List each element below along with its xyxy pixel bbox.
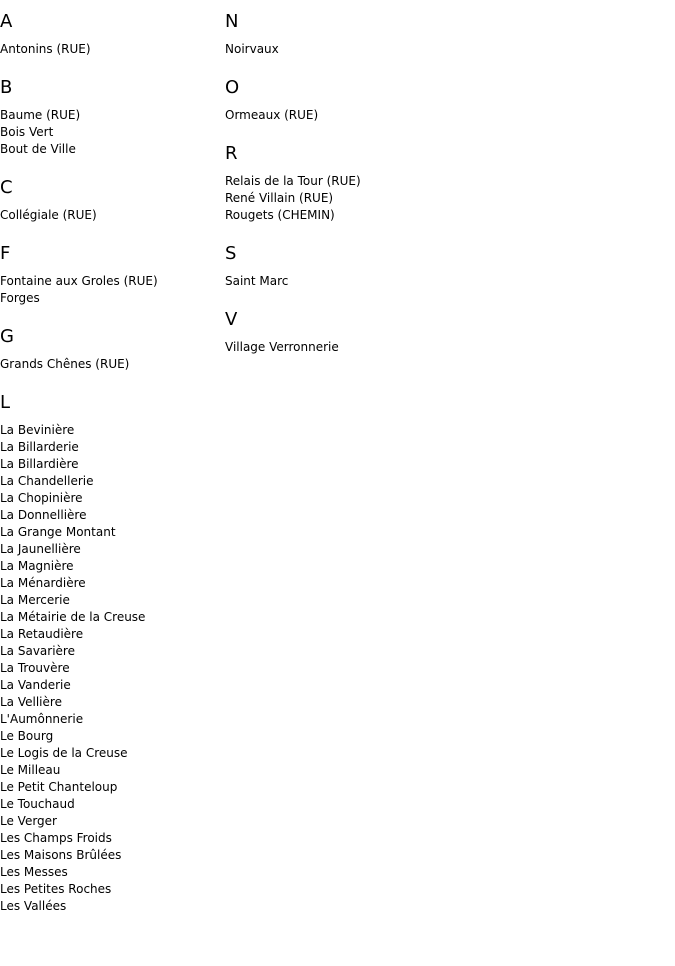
street-name: La Vanderie [0, 678, 71, 692]
street-name: Le Touchaud [0, 797, 75, 811]
letter-group [0, 380, 215, 915]
letter-heading: N [225, 11, 239, 32]
street-name: La Chandellerie [0, 474, 94, 488]
street-name: Le Verger [0, 814, 57, 828]
street-name: La Ménardière [0, 576, 86, 590]
street-name: La Trouvère [0, 661, 70, 675]
letter-heading: L [0, 392, 11, 413]
letter-group [225, 297, 440, 356]
letter-group [0, 0, 215, 58]
street-name: La Savarière [0, 644, 75, 658]
street-name: La Retaudière [0, 627, 84, 641]
letter-group [225, 231, 440, 290]
street-name: Fontaine aux Groles (RUE) [0, 274, 158, 288]
street-name: La Donnellière [0, 508, 87, 522]
street-list [0, 107, 215, 158]
street-name: La Mercerie [0, 593, 70, 607]
street-name: La Grange Montant [0, 525, 116, 539]
street-name: Le Milleau [0, 763, 61, 777]
street-name: Le Bourg [0, 729, 54, 743]
letter-heading: V [225, 309, 238, 330]
street-list [225, 41, 440, 58]
street-name: René Villain (RUE) [225, 191, 334, 205]
letter-heading: S [225, 243, 237, 264]
street-list [0, 41, 215, 58]
street-name: Baume (RUE) [0, 108, 81, 122]
street-name: La Jaunellière [0, 542, 81, 556]
street-name: Ormeaux (RUE) [225, 108, 319, 122]
street-name: Le Logis de la Creuse [0, 746, 128, 760]
street-list [0, 207, 215, 224]
letter-heading: F [0, 243, 11, 264]
street-index-column-left [0, 0, 215, 922]
street-name: Les Maisons Brûlées [0, 848, 122, 862]
street-name: Collégiale (RUE) [0, 208, 97, 222]
street-list [0, 422, 215, 915]
street-name: La Billarderie [0, 440, 79, 454]
street-name: Village Verronnerie [225, 340, 339, 354]
street-name: La Bevinière [0, 423, 75, 437]
letter-heading: C [0, 177, 13, 198]
street-name: Bout de Ville [0, 142, 76, 156]
street-name: Saint Marc [225, 274, 289, 288]
street-name: Antonins (RUE) [0, 42, 91, 56]
letter-group [0, 231, 215, 307]
street-name: La Billardière [0, 457, 79, 471]
street-list [225, 273, 440, 290]
street-name: La Magnière [0, 559, 74, 573]
street-name: Forges [0, 291, 40, 305]
street-list [225, 107, 440, 124]
letter-group [0, 314, 215, 373]
street-list [0, 356, 215, 373]
street-name: La Vellière [0, 695, 62, 709]
letter-heading: B [0, 77, 13, 98]
letter-group [0, 165, 215, 224]
street-name: Les Champs Froids [0, 831, 112, 845]
letter-group [0, 65, 215, 158]
letter-heading: G [0, 326, 14, 347]
street-name: La Métairie de la Creuse [0, 610, 146, 624]
street-name: Bois Vert [0, 125, 54, 139]
letter-heading: R [225, 143, 238, 164]
letter-heading: O [225, 77, 240, 98]
street-list [225, 173, 440, 224]
street-name: Les Messes [0, 865, 68, 879]
street-name: La Chopinière [0, 491, 83, 505]
street-name: Les Vallées [0, 899, 67, 913]
street-list [0, 273, 215, 307]
letter-group [225, 131, 440, 224]
street-name: Rougets (CHEMIN) [225, 208, 335, 222]
letter-group [225, 0, 440, 58]
street-name: L'Aumônnerie [0, 712, 84, 726]
letter-group [225, 65, 440, 124]
street-name: Noirvaux [225, 42, 279, 56]
street-name: Les Petites Roches [0, 882, 112, 896]
street-name: Grands Chênes (RUE) [0, 357, 130, 371]
street-index-column-right [225, 0, 440, 363]
street-name: Relais de la Tour (RUE) [225, 174, 361, 188]
letter-heading: A [0, 11, 13, 32]
street-name: Le Petit Chanteloup [0, 780, 118, 794]
street-list [225, 339, 440, 356]
